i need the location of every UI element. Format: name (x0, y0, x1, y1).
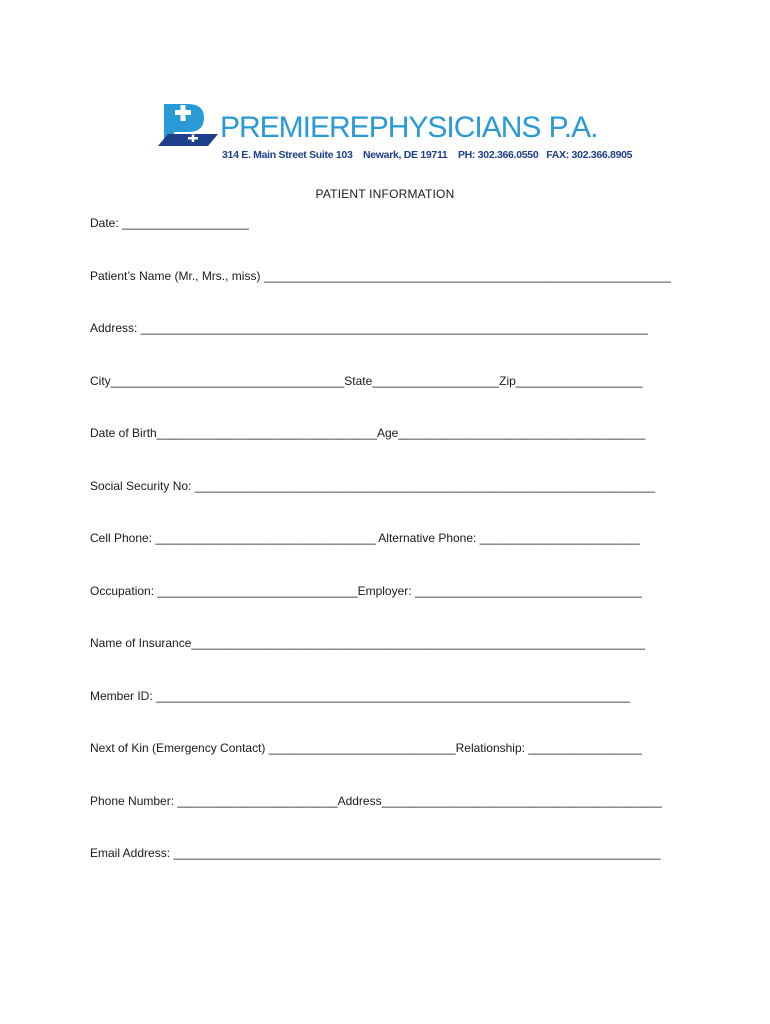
form-title: PATIENT INFORMATION (315, 187, 455, 201)
field-label: Alternative Phone: (375, 531, 480, 545)
form-field-line (90, 584, 642, 598)
form-field-line (90, 741, 642, 755)
field-blank[interactable]: _________________________________ (155, 531, 376, 545)
field-blank[interactable]: ___________________ (122, 216, 249, 230)
field-label: Social Security No: (90, 479, 195, 493)
field-label: Date: (90, 216, 123, 230)
field-blank[interactable]: _________________ (528, 741, 642, 755)
field-blank[interactable]: ___________________ (515, 374, 643, 388)
field-blank[interactable]: __________________________________________ (381, 794, 662, 808)
field-label: City (90, 374, 111, 388)
field-blank[interactable]: ____________________________ (268, 741, 456, 755)
field-blank[interactable]: ________________________ (479, 531, 640, 545)
brand-main: PREMIERE (220, 111, 369, 144)
form-field-line (90, 374, 643, 388)
form-field-line (90, 479, 655, 493)
field-blank[interactable]: __________________________________ (414, 584, 642, 598)
field-label: Name of Insurance (90, 636, 192, 650)
field-label: Email Address: (90, 846, 174, 860)
field-blank[interactable]: ______________________________ (157, 584, 358, 598)
field-blank[interactable]: ___________________________________ (110, 374, 345, 388)
medical-cross-logo-icon (158, 102, 220, 148)
field-label: Relationship: (455, 741, 529, 755)
field-label: Phone Number: (90, 794, 178, 808)
field-label: Member ID: (90, 689, 157, 703)
field-blank[interactable]: _________________________________________________________________________ (173, 846, 661, 860)
field-blank[interactable]: ____________________________________________________________________ (191, 636, 646, 650)
field-blank[interactable]: ________________________ (177, 794, 338, 808)
field-label: Patient’s Name (Mr., Mrs., miss) (90, 269, 264, 283)
form-field-line (90, 636, 645, 650)
field-label: Date of Birth (90, 426, 157, 440)
field-label: State (344, 374, 373, 388)
field-label: Address: (90, 321, 141, 335)
letterhead-address: 314 E. Main Street Suite 103 Newark, DE 19711 PH: 302.366.0550 FAX: 302.366.8905 (222, 149, 633, 161)
field-label: Next of Kin (Emergency Contact) (90, 741, 269, 755)
form-field-line (90, 531, 640, 545)
letterhead (158, 102, 633, 164)
field-label: Employer: (357, 584, 415, 598)
field-blank[interactable]: ___________________ (372, 374, 500, 388)
brand-suffix: P.A. (548, 111, 598, 144)
form-field-line (90, 426, 645, 440)
field-label: Zip (499, 374, 516, 388)
form-field-line (90, 269, 671, 283)
field-label: Address (337, 794, 382, 808)
field-label: Age (376, 426, 399, 440)
form-field-line (90, 689, 630, 703)
brand-second: PHYSICIANS (368, 111, 541, 144)
form-field-line (90, 794, 662, 808)
field-blank[interactable]: _____________________________________________________________ (263, 269, 671, 283)
form-field-line (90, 321, 648, 335)
field-blank[interactable]: ____________________________________________________________________________ (140, 321, 648, 335)
form-field-line (90, 216, 249, 230)
form-field-line (90, 846, 661, 860)
brand-name (220, 108, 597, 146)
field-label: Occupation: (90, 584, 158, 598)
field-blank[interactable]: _____________________________________ (398, 426, 646, 440)
field-blank[interactable]: _______________________________________________________________________ (156, 689, 630, 703)
field-label: Cell Phone: (90, 531, 156, 545)
field-blank[interactable]: _____________________________________________________________________ (194, 479, 656, 493)
field-blank[interactable]: _________________________________ (156, 426, 377, 440)
